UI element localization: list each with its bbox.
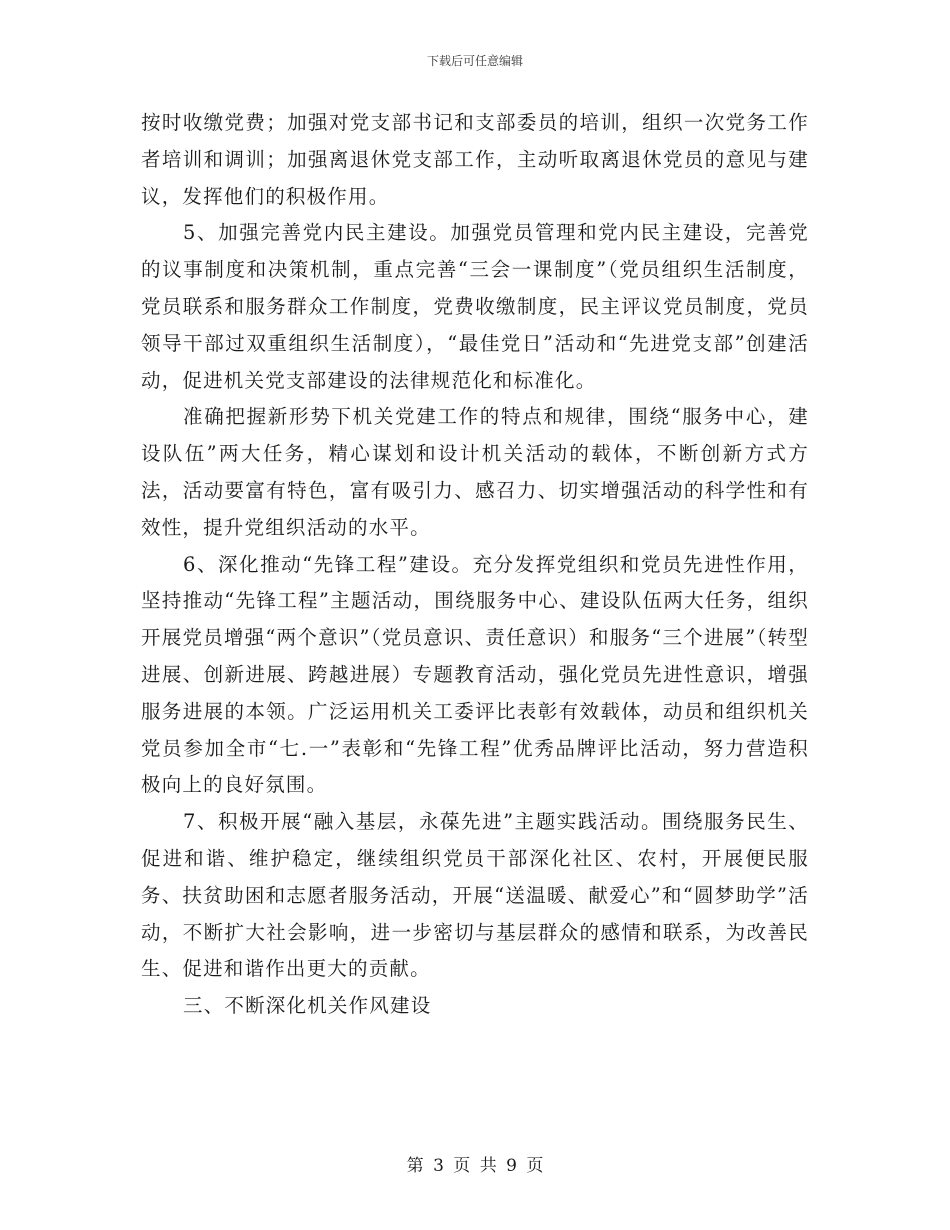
document-body xyxy=(141,105,809,1025)
section-heading-3: 三、不断深化机关作风建设 xyxy=(183,994,432,1018)
page-number-footer: 第 3 页 共 9 页 xyxy=(406,1156,544,1176)
paragraph-item-7: 7、积极开展“融入基层，永葆先进”主题实践活动。围绕服务民生、促进和谐、维护稳定，继续组织党员干部深化社区、农村，开展便民服务、扶贫助困和志愿者服务活动，开展“送温暖、献爱心”和“圆梦助学”活动，不断扩大社会影响，进一步密切与基层群众的感情和联系，为改善民生、促进和谐作出更大的贡献。 xyxy=(141,810,809,981)
paragraph-item-5: 5、加强完善党内民主建设。加强党员管理和党内民主建设，完善党的议事制度和决策机制，重点完善“三会一课制度”（党员组织生活制度，党员联系和服务群众工作制度，党费收缴制度，民主评议党员制度，党员领导干部过双重组织生活制度），“最佳党日”活动和“先进党支部”创建活动，促进机关党支部建设的法律规范化和标准化。 xyxy=(141,221,809,392)
page-header: 下载后可任意编辑 xyxy=(426,54,523,68)
paragraph-continuation: 按时收缴党费；加强对党支部书记和支部委员的培训，组织一次党务工作者培训和调训；加强离退休党支部工作，主动听取离退休党员的意见与建议，发挥他们的积极作用。 xyxy=(141,111,809,208)
paragraph-activity-approach: 准确把握新形势下机关党建工作的特点和规律，围绕“服务中心，建设队伍”两大任务，精心谋划和设计机关活动的载体，不断创新方式方法，活动要富有特色，富有吸引力、感召力、切实增强活动的科学性和有效性，提升党组织活动的水平。 xyxy=(141,405,809,539)
paragraph-item-6: 6、深化推动“先锋工程”建设。充分发挥党组织和党员先进性作用，坚持推动“先锋工程”主题活动，围绕服务中心、建设队伍两大任务，组织开展党员增强“两个意识”（党员意识、责任意识）和服务“三个进展”（转型进展、创新进展、跨越进展）专题教育活动，强化党员先进性意识，增强服务进展的本领。广泛运用机关工委评比表彰有效载体，动员和组织机关党员参加全市“七.一”表彰和“先锋工程”优秀品牌评比活动，努力营造积极向上的良好氛围。 xyxy=(141,552,809,797)
